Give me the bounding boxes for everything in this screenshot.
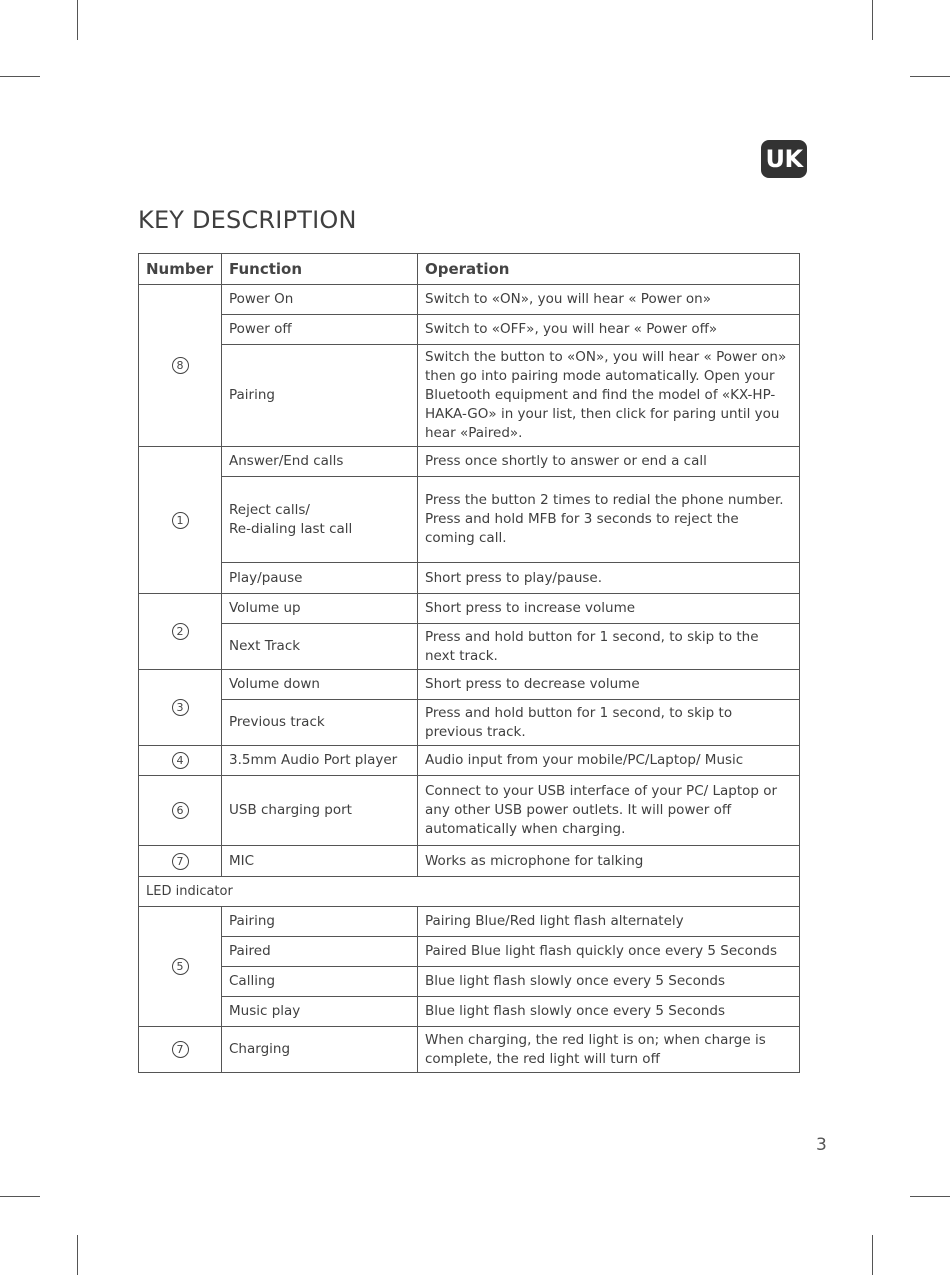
table-row [139,285,800,315]
key-number-5: 5 [172,958,189,975]
table-row [139,776,800,846]
key-number-7: 7 [172,853,189,870]
table-row [139,477,800,563]
operation-cell: Short press to increase volume [418,594,800,624]
function-cell: Next Track [222,624,418,670]
language-badge: UK [761,140,807,178]
operation-cell: Pairing Blue/Red light flash alternately [418,907,800,937]
crop-mark [872,0,873,40]
crop-mark [0,76,40,77]
function-cell: Pairing [222,345,418,447]
led-heading-row [139,877,800,907]
function-cell: 3.5mm Audio Port player [222,746,418,776]
key-number-6: 6 [172,802,189,819]
function-cell: Power On [222,285,418,315]
header-operation: Operation [418,254,800,285]
table-row [139,937,800,967]
table-row [139,315,800,345]
key-number-8: 8 [172,357,189,374]
function-cell: Paired [222,937,418,967]
operation-cell: Switch to «ON», you will hear « Power on» [418,285,800,315]
led-indicator-heading: LED indicator [139,877,800,907]
page-title: KEY DESCRIPTION [138,206,357,234]
table-row [139,967,800,997]
table-row [139,997,800,1027]
function-line: Re-dialing last call [229,520,353,537]
table-row [139,624,800,670]
table-row [139,700,800,746]
crop-mark [77,0,78,40]
table-row [139,1027,800,1073]
crop-mark [77,1235,78,1275]
header-function: Function [222,254,418,285]
header-number: Number [139,254,222,285]
function-cell: Volume down [222,670,418,700]
operation-cell: Paired Blue light flash quickly once every 5 Seconds [418,937,800,967]
function-cell: Play/pause [222,563,418,594]
key-number-cell [139,846,222,877]
function-cell: Previous track [222,700,418,746]
key-number-2: 2 [172,623,189,640]
function-cell: Power off [222,315,418,345]
key-number-cell [139,594,222,670]
function-cell: MIC [222,846,418,877]
operation-cell: Connect to your USB interface of your PC/ Laptop or any other USB power outlets. It will power off automatically when charging. [418,776,800,846]
key-number-cell [139,670,222,746]
crop-mark [910,1196,950,1197]
key-number-cell [139,1027,222,1073]
function-cell: Volume up [222,594,418,624]
function-cell: USB charging port [222,776,418,846]
table-row [139,447,800,477]
key-number-4: 4 [172,752,189,769]
table-row [139,594,800,624]
crop-mark [872,1235,873,1275]
operation-cell: Works as microphone for talking [418,846,800,877]
table-header-row [139,254,800,285]
operation-cell: Short press to decrease volume [418,670,800,700]
table-row [139,345,800,447]
table-row [139,746,800,776]
table-row [139,846,800,877]
crop-mark [910,76,950,77]
function-line: Reject calls/ [229,501,310,518]
function-cell: Charging [222,1027,418,1073]
operation-cell: Short press to play/pause. [418,563,800,594]
operation-cell: Press and hold button for 1 second, to skip to the next track. [418,624,800,670]
key-number-cell [139,285,222,447]
operation-cell: When charging, the red light is on; when charge is complete, the red light will turn off [418,1027,800,1073]
key-number-cell [139,776,222,846]
function-cell: Music play [222,997,418,1027]
function-cell [222,477,418,563]
key-number-cell [139,447,222,594]
function-cell: Pairing [222,907,418,937]
operation-cell: Audio input from your mobile/PC/Laptop/ Music [418,746,800,776]
function-cell: Calling [222,967,418,997]
key-number-cell [139,907,222,1027]
operation-cell: Press the button 2 times to redial the phone number. Press and hold MFB for 3 seconds to reject the coming call. [418,477,800,563]
key-description-table [138,253,800,1073]
function-cell: Answer/End calls [222,447,418,477]
operation-cell: Switch the button to «ON», you will hear « Power on» then go into pairing mode automatically. Open your Bluetooth equipment and find the model of «KX-HP-HAKA-GO» in your list, then click for paring until you hear «Paired». [418,345,800,447]
table-row [139,907,800,937]
table-row [139,670,800,700]
key-number-cell [139,746,222,776]
operation-cell: Press once shortly to answer or end a call [418,447,800,477]
key-number-3: 3 [172,699,189,716]
key-number-1: 1 [172,512,189,529]
table-row [139,563,800,594]
operation-cell: Blue light flash slowly once every 5 Seconds [418,997,800,1027]
page-number: 3 [816,1135,827,1155]
operation-cell: Blue light flash slowly once every 5 Seconds [418,967,800,997]
key-number-7: 7 [172,1041,189,1058]
operation-cell: Switch to «OFF», you will hear « Power off» [418,315,800,345]
operation-cell: Press and hold button for 1 second, to skip to previous track. [418,700,800,746]
crop-mark [0,1196,40,1197]
